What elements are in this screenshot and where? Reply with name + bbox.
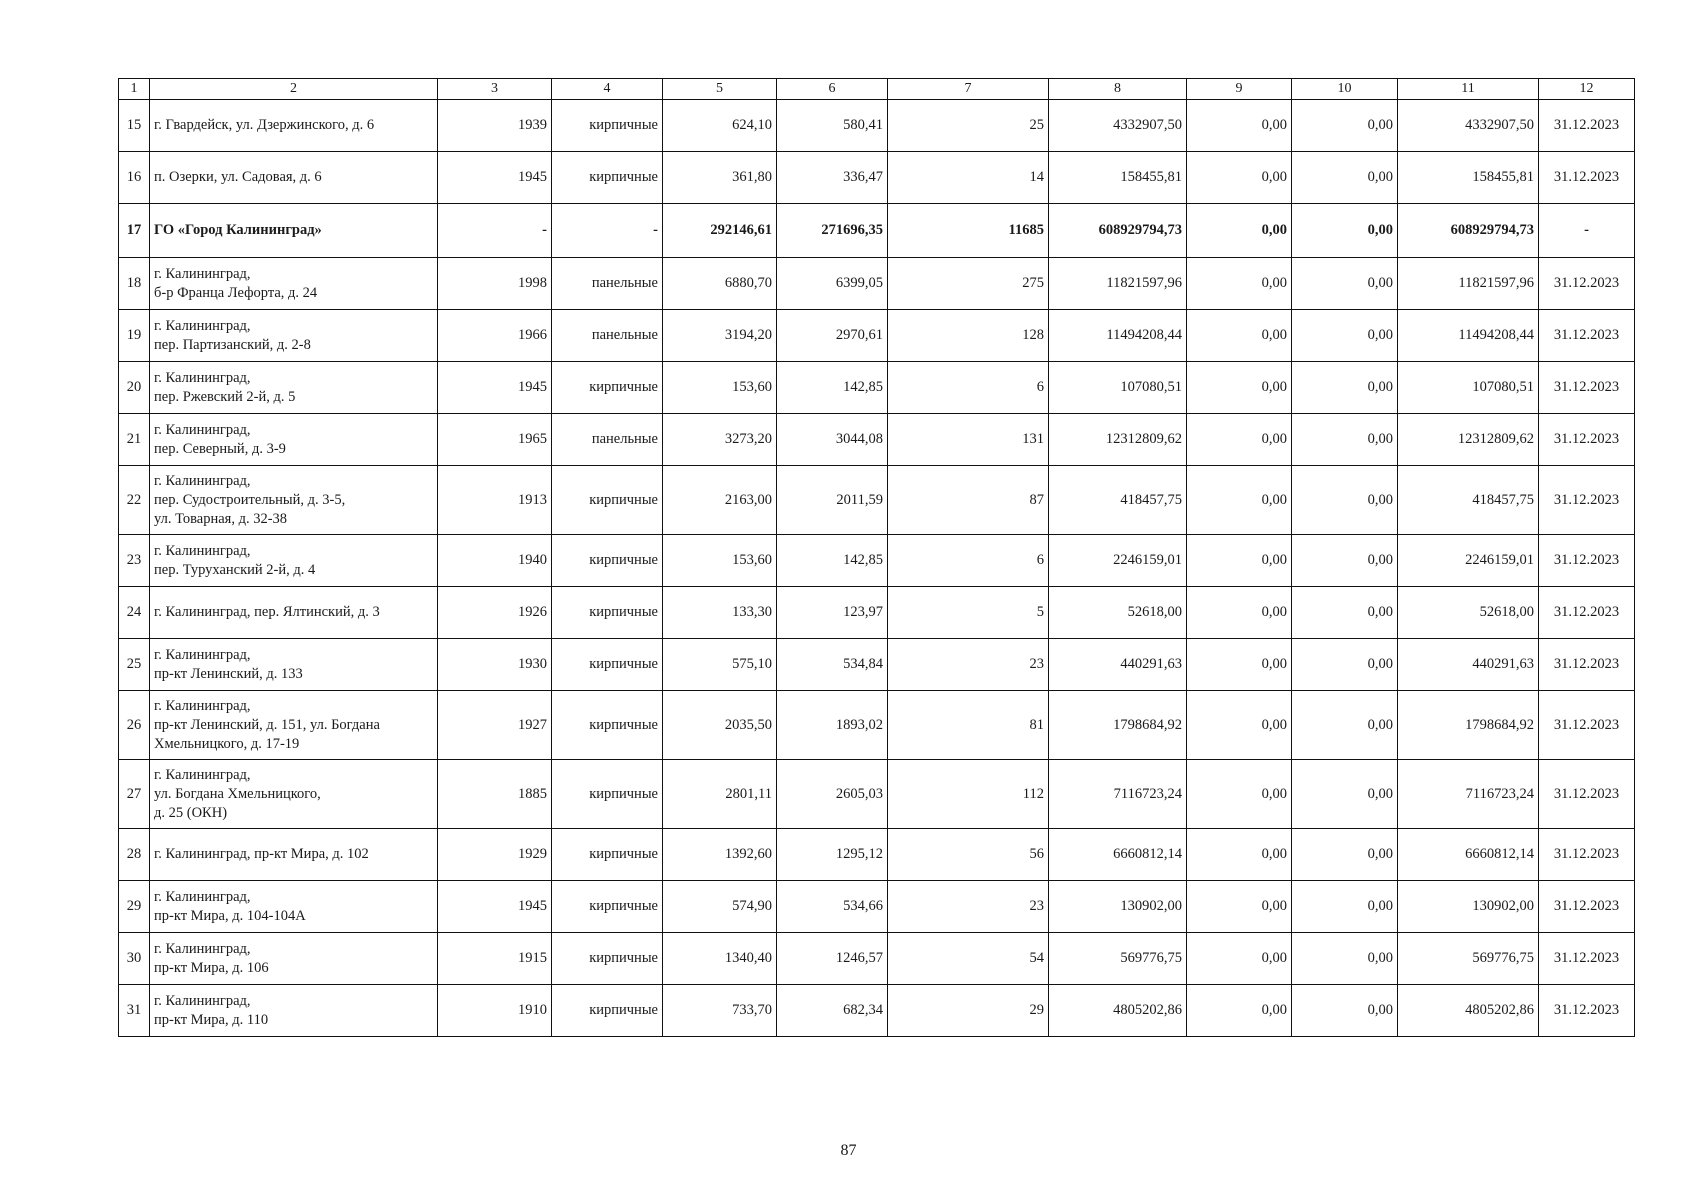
residents-count-cell: 81 <box>888 691 1049 760</box>
deadline-date-cell: 31.12.2023 <box>1539 535 1635 587</box>
table-row <box>119 466 1635 535</box>
wall-material-cell: кирпичные <box>552 362 663 414</box>
year-cell: 1915 <box>438 933 552 985</box>
total-area-cell: 153,60 <box>663 535 777 587</box>
address-line: г. Калининград, <box>154 369 251 386</box>
residential-area-cell: 142,85 <box>777 362 888 414</box>
residential-area-cell: 271696,35 <box>777 204 888 258</box>
owners-cost-cell: 418457,75 <box>1398 466 1539 535</box>
year-cell: 1945 <box>438 362 552 414</box>
residents-count-cell: 131 <box>888 414 1049 466</box>
row-number-cell: 24 <box>119 587 150 639</box>
year-cell: 1913 <box>438 466 552 535</box>
fund-cost-cell: 0,00 <box>1187 258 1292 310</box>
wall-material-cell: панельные <box>552 258 663 310</box>
residential-area-cell: 142,85 <box>777 535 888 587</box>
document-sheet <box>118 78 1634 1037</box>
budget-cost-cell: 0,00 <box>1292 535 1398 587</box>
residents-count-cell: 87 <box>888 466 1049 535</box>
table-row <box>119 414 1635 466</box>
fund-cost-cell: 0,00 <box>1187 204 1292 258</box>
row-number-cell: 18 <box>119 258 150 310</box>
budget-cost-cell: 0,00 <box>1292 258 1398 310</box>
row-number-cell: 27 <box>119 760 150 829</box>
table-row <box>119 362 1635 414</box>
row-number-cell: 19 <box>119 310 150 362</box>
table-row <box>119 829 1635 881</box>
owners-cost-cell: 4332907,50 <box>1398 100 1539 152</box>
fund-cost-cell: 0,00 <box>1187 152 1292 204</box>
address-line: г. Калининград, пр-кт Мира, д. 102 <box>154 846 369 862</box>
total-area-cell: 1340,40 <box>663 933 777 985</box>
wall-material-cell: кирпичные <box>552 691 663 760</box>
deadline-date-cell: 31.12.2023 <box>1539 985 1635 1037</box>
deadline-date-cell: 31.12.2023 <box>1539 414 1635 466</box>
total-cost-cell: 130902,00 <box>1049 881 1187 933</box>
budget-cost-cell: 0,00 <box>1292 310 1398 362</box>
row-number-cell: 20 <box>119 362 150 414</box>
deadline-date-cell: 31.12.2023 <box>1539 258 1635 310</box>
year-cell: 1930 <box>438 639 552 691</box>
residential-area-cell: 3044,08 <box>777 414 888 466</box>
budget-cost-cell: 0,00 <box>1292 362 1398 414</box>
total-cost-cell: 52618,00 <box>1049 587 1187 639</box>
total-cost-cell: 2246159,01 <box>1049 535 1187 587</box>
total-area-cell: 2163,00 <box>663 466 777 535</box>
address-line: пр-кт Мира, д. 106 <box>154 959 269 976</box>
address-line: Хмельницкого, д. 17-19 <box>154 735 300 752</box>
address-line: г. Калининград, <box>154 421 251 438</box>
year-cell: 1927 <box>438 691 552 760</box>
residents-count-cell: 128 <box>888 310 1049 362</box>
table-row <box>119 881 1635 933</box>
address-line: д. 25 (ОКН) <box>154 804 228 821</box>
owners-cost-cell: 4805202,86 <box>1398 985 1539 1037</box>
total-cost-cell: 12312809,62 <box>1049 414 1187 466</box>
address-cell <box>150 535 438 587</box>
deadline-date-cell: 31.12.2023 <box>1539 933 1635 985</box>
row-number-cell: 17 <box>119 204 150 258</box>
address-line: пер. Партизанский, д. 2-8 <box>154 336 311 353</box>
wall-material-cell: панельные <box>552 414 663 466</box>
owners-cost-cell: 7116723,24 <box>1398 760 1539 829</box>
address-line: г. Калининград, <box>154 888 251 905</box>
budget-cost-cell: 0,00 <box>1292 587 1398 639</box>
residential-area-cell: 1295,12 <box>777 829 888 881</box>
residents-count-cell: 23 <box>888 881 1049 933</box>
address-line: пр-кт Ленинский, д. 133 <box>154 665 303 682</box>
owners-cost-cell: 608929794,73 <box>1398 204 1539 258</box>
fund-cost-cell: 0,00 <box>1187 639 1292 691</box>
total-cost-cell: 11821597,96 <box>1049 258 1187 310</box>
owners-cost-cell: 1798684,92 <box>1398 691 1539 760</box>
year-cell: 1966 <box>438 310 552 362</box>
address-cell <box>150 310 438 362</box>
column-header: 6 <box>777 79 888 100</box>
owners-cost-cell: 107080,51 <box>1398 362 1539 414</box>
total-area-cell: 2801,11 <box>663 760 777 829</box>
table-row <box>119 691 1635 760</box>
owners-cost-cell: 569776,75 <box>1398 933 1539 985</box>
owners-cost-cell: 52618,00 <box>1398 587 1539 639</box>
table-row <box>119 985 1635 1037</box>
row-number-cell: 21 <box>119 414 150 466</box>
fund-cost-cell: 0,00 <box>1187 933 1292 985</box>
address-line: пр-кт Ленинский, д. 151, ул. Богдана <box>154 716 380 733</box>
fund-cost-cell: 0,00 <box>1187 587 1292 639</box>
residential-area-cell: 2605,03 <box>777 760 888 829</box>
address-line: г. Калининград, <box>154 646 251 663</box>
total-area-cell: 133,30 <box>663 587 777 639</box>
fund-cost-cell: 0,00 <box>1187 829 1292 881</box>
owners-cost-cell: 12312809,62 <box>1398 414 1539 466</box>
total-area-cell: 2035,50 <box>663 691 777 760</box>
address-cell <box>150 587 438 639</box>
owners-cost-cell: 158455,81 <box>1398 152 1539 204</box>
address-cell <box>150 639 438 691</box>
fund-cost-cell: 0,00 <box>1187 362 1292 414</box>
address-line: г. Калининград, <box>154 472 251 489</box>
residents-count-cell: 6 <box>888 535 1049 587</box>
column-header: 5 <box>663 79 777 100</box>
wall-material-cell: кирпичные <box>552 881 663 933</box>
year-cell: - <box>438 204 552 258</box>
budget-cost-cell: 0,00 <box>1292 985 1398 1037</box>
address-line: г. Калининград, <box>154 542 251 559</box>
fund-cost-cell: 0,00 <box>1187 414 1292 466</box>
deadline-date-cell: 31.12.2023 <box>1539 466 1635 535</box>
year-cell: 1910 <box>438 985 552 1037</box>
row-number-cell: 26 <box>119 691 150 760</box>
column-header: 3 <box>438 79 552 100</box>
residential-area-cell: 2011,59 <box>777 466 888 535</box>
wall-material-cell: - <box>552 204 663 258</box>
column-header: 7 <box>888 79 1049 100</box>
total-area-cell: 574,90 <box>663 881 777 933</box>
row-number-cell: 29 <box>119 881 150 933</box>
address-line: ул. Богдана Хмельницкого, <box>154 785 321 802</box>
year-cell: 1945 <box>438 881 552 933</box>
year-cell: 1965 <box>438 414 552 466</box>
owners-cost-cell: 6660812,14 <box>1398 829 1539 881</box>
address-line: пер. Туруханский 2-й, д. 4 <box>154 561 316 578</box>
budget-cost-cell: 0,00 <box>1292 100 1398 152</box>
year-cell: 1885 <box>438 760 552 829</box>
budget-cost-cell: 0,00 <box>1292 204 1398 258</box>
budget-cost-cell: 0,00 <box>1292 760 1398 829</box>
fund-cost-cell: 0,00 <box>1187 760 1292 829</box>
owners-cost-cell: 11821597,96 <box>1398 258 1539 310</box>
budget-cost-cell: 0,00 <box>1292 691 1398 760</box>
row-number-cell: 16 <box>119 152 150 204</box>
total-area-cell: 575,10 <box>663 639 777 691</box>
residents-count-cell: 275 <box>888 258 1049 310</box>
row-number-cell: 15 <box>119 100 150 152</box>
column-number-row <box>119 79 1635 100</box>
wall-material-cell: кирпичные <box>552 100 663 152</box>
year-cell: 1926 <box>438 587 552 639</box>
total-cost-cell: 4332907,50 <box>1049 100 1187 152</box>
address-line: г. Калининград, <box>154 317 251 334</box>
residential-area-cell: 2970,61 <box>777 310 888 362</box>
address-cell <box>150 933 438 985</box>
deadline-date-cell: 31.12.2023 <box>1539 362 1635 414</box>
total-cost-cell: 608929794,73 <box>1049 204 1187 258</box>
page-number: 87 <box>840 1142 857 1159</box>
address-cell <box>150 414 438 466</box>
address-line: г. Калининград, <box>154 697 251 714</box>
residential-area-cell: 336,47 <box>777 152 888 204</box>
column-header: 1 <box>119 79 150 100</box>
row-number-cell: 28 <box>119 829 150 881</box>
address-line: пер. Ржевский 2-й, д. 5 <box>154 388 296 405</box>
address-line: пр-кт Мира, д. 104-104А <box>154 907 306 924</box>
deadline-date-cell: 31.12.2023 <box>1539 829 1635 881</box>
deadline-date-cell: 31.12.2023 <box>1539 760 1635 829</box>
register-table <box>118 78 1635 1037</box>
fund-cost-cell: 0,00 <box>1187 985 1292 1037</box>
fund-cost-cell: 0,00 <box>1187 535 1292 587</box>
row-number-cell: 22 <box>119 466 150 535</box>
total-cost-cell: 418457,75 <box>1049 466 1187 535</box>
table-row <box>119 258 1635 310</box>
total-area-cell: 3194,20 <box>663 310 777 362</box>
residential-area-cell: 580,41 <box>777 100 888 152</box>
column-header: 9 <box>1187 79 1292 100</box>
address-line: г. Калининград, пер. Ялтинский, д. 3 <box>154 604 380 620</box>
wall-material-cell: кирпичные <box>552 587 663 639</box>
row-number-cell: 23 <box>119 535 150 587</box>
owners-cost-cell: 130902,00 <box>1398 881 1539 933</box>
fund-cost-cell: 0,00 <box>1187 881 1292 933</box>
total-area-cell: 733,70 <box>663 985 777 1037</box>
table-row <box>119 639 1635 691</box>
budget-cost-cell: 0,00 <box>1292 639 1398 691</box>
column-header: 8 <box>1049 79 1187 100</box>
total-area-cell: 361,80 <box>663 152 777 204</box>
residents-count-cell: 14 <box>888 152 1049 204</box>
fund-cost-cell: 0,00 <box>1187 691 1292 760</box>
row-number-cell: 31 <box>119 985 150 1037</box>
address-cell <box>150 100 438 152</box>
address-cell <box>150 466 438 535</box>
budget-cost-cell: 0,00 <box>1292 414 1398 466</box>
address-line: пр-кт Мира, д. 110 <box>154 1011 269 1028</box>
table-row <box>119 760 1635 829</box>
year-cell: 1929 <box>438 829 552 881</box>
total-area-cell: 1392,60 <box>663 829 777 881</box>
wall-material-cell: кирпичные <box>552 466 663 535</box>
wall-material-cell: кирпичные <box>552 933 663 985</box>
total-area-cell: 292146,61 <box>663 204 777 258</box>
address-cell <box>150 204 438 258</box>
budget-cost-cell: 0,00 <box>1292 933 1398 985</box>
table-row <box>119 100 1635 152</box>
subtotal-row <box>119 204 1635 258</box>
residents-count-cell: 23 <box>888 639 1049 691</box>
residential-area-cell: 1246,57 <box>777 933 888 985</box>
total-area-cell: 624,10 <box>663 100 777 152</box>
wall-material-cell: кирпичные <box>552 985 663 1037</box>
deadline-date-cell: 31.12.2023 <box>1539 152 1635 204</box>
address-line: г. Калининград, <box>154 940 251 957</box>
total-cost-cell: 1798684,92 <box>1049 691 1187 760</box>
total-area-cell: 3273,20 <box>663 414 777 466</box>
residential-area-cell: 534,66 <box>777 881 888 933</box>
wall-material-cell: кирпичные <box>552 639 663 691</box>
total-area-cell: 6880,70 <box>663 258 777 310</box>
address-cell <box>150 152 438 204</box>
residential-area-cell: 1893,02 <box>777 691 888 760</box>
total-cost-cell: 6660812,14 <box>1049 829 1187 881</box>
address-line: ГО «Город Калининград» <box>154 222 322 238</box>
wall-material-cell: кирпичные <box>552 152 663 204</box>
year-cell: 1940 <box>438 535 552 587</box>
residential-area-cell: 123,97 <box>777 587 888 639</box>
address-cell <box>150 258 438 310</box>
total-cost-cell: 4805202,86 <box>1049 985 1187 1037</box>
residents-count-cell: 112 <box>888 760 1049 829</box>
table-row <box>119 535 1635 587</box>
owners-cost-cell: 440291,63 <box>1398 639 1539 691</box>
address-cell <box>150 760 438 829</box>
column-header: 2 <box>150 79 438 100</box>
residents-count-cell: 56 <box>888 829 1049 881</box>
table-row <box>119 587 1635 639</box>
deadline-date-cell: - <box>1539 204 1635 258</box>
address-line: г. Калининград, <box>154 766 251 783</box>
deadline-date-cell: 31.12.2023 <box>1539 639 1635 691</box>
year-cell: 1939 <box>438 100 552 152</box>
column-header: 10 <box>1292 79 1398 100</box>
wall-material-cell: кирпичные <box>552 829 663 881</box>
total-cost-cell: 440291,63 <box>1049 639 1187 691</box>
address-line: б-р Франца Лефорта, д. 24 <box>154 284 318 301</box>
total-area-cell: 153,60 <box>663 362 777 414</box>
residential-area-cell: 534,84 <box>777 639 888 691</box>
deadline-date-cell: 31.12.2023 <box>1539 587 1635 639</box>
address-line: г. Калининград, <box>154 992 251 1009</box>
address-line: г. Гвардейск, ул. Дзержинского, д. 6 <box>154 117 375 133</box>
address-line: пер. Судостроительный, д. 3-5, <box>154 491 346 508</box>
row-number-cell: 25 <box>119 639 150 691</box>
owners-cost-cell: 2246159,01 <box>1398 535 1539 587</box>
address-cell <box>150 362 438 414</box>
total-cost-cell: 107080,51 <box>1049 362 1187 414</box>
residents-count-cell: 29 <box>888 985 1049 1037</box>
address-cell <box>150 829 438 881</box>
fund-cost-cell: 0,00 <box>1187 100 1292 152</box>
residents-count-cell: 6 <box>888 362 1049 414</box>
address-line: п. Озерки, ул. Садовая, д. 6 <box>154 169 322 185</box>
fund-cost-cell: 0,00 <box>1187 310 1292 362</box>
residents-count-cell: 54 <box>888 933 1049 985</box>
residential-area-cell: 6399,05 <box>777 258 888 310</box>
register-table-body <box>119 79 1635 1037</box>
address-cell <box>150 881 438 933</box>
column-header: 11 <box>1398 79 1539 100</box>
residential-area-cell: 682,34 <box>777 985 888 1037</box>
year-cell: 1998 <box>438 258 552 310</box>
address-line: пер. Северный, д. 3-9 <box>154 440 286 457</box>
total-cost-cell: 158455,81 <box>1049 152 1187 204</box>
address-line: ул. Товарная, д. 32-38 <box>154 510 288 527</box>
column-header: 12 <box>1539 79 1635 100</box>
budget-cost-cell: 0,00 <box>1292 466 1398 535</box>
row-number-cell: 30 <box>119 933 150 985</box>
wall-material-cell: кирпичные <box>552 760 663 829</box>
table-row <box>119 152 1635 204</box>
deadline-date-cell: 31.12.2023 <box>1539 691 1635 760</box>
wall-material-cell: кирпичные <box>552 535 663 587</box>
column-header: 4 <box>552 79 663 100</box>
fund-cost-cell: 0,00 <box>1187 466 1292 535</box>
residents-count-cell: 5 <box>888 587 1049 639</box>
residents-count-cell: 11685 <box>888 204 1049 258</box>
deadline-date-cell: 31.12.2023 <box>1539 100 1635 152</box>
address-line: г. Калининград, <box>154 265 251 282</box>
budget-cost-cell: 0,00 <box>1292 829 1398 881</box>
address-cell <box>150 691 438 760</box>
total-cost-cell: 7116723,24 <box>1049 760 1187 829</box>
table-row <box>119 310 1635 362</box>
budget-cost-cell: 0,00 <box>1292 881 1398 933</box>
wall-material-cell: панельные <box>552 310 663 362</box>
owners-cost-cell: 11494208,44 <box>1398 310 1539 362</box>
total-cost-cell: 569776,75 <box>1049 933 1187 985</box>
residents-count-cell: 25 <box>888 100 1049 152</box>
year-cell: 1945 <box>438 152 552 204</box>
table-row <box>119 933 1635 985</box>
address-cell <box>150 985 438 1037</box>
deadline-date-cell: 31.12.2023 <box>1539 881 1635 933</box>
total-cost-cell: 11494208,44 <box>1049 310 1187 362</box>
budget-cost-cell: 0,00 <box>1292 152 1398 204</box>
deadline-date-cell: 31.12.2023 <box>1539 310 1635 362</box>
